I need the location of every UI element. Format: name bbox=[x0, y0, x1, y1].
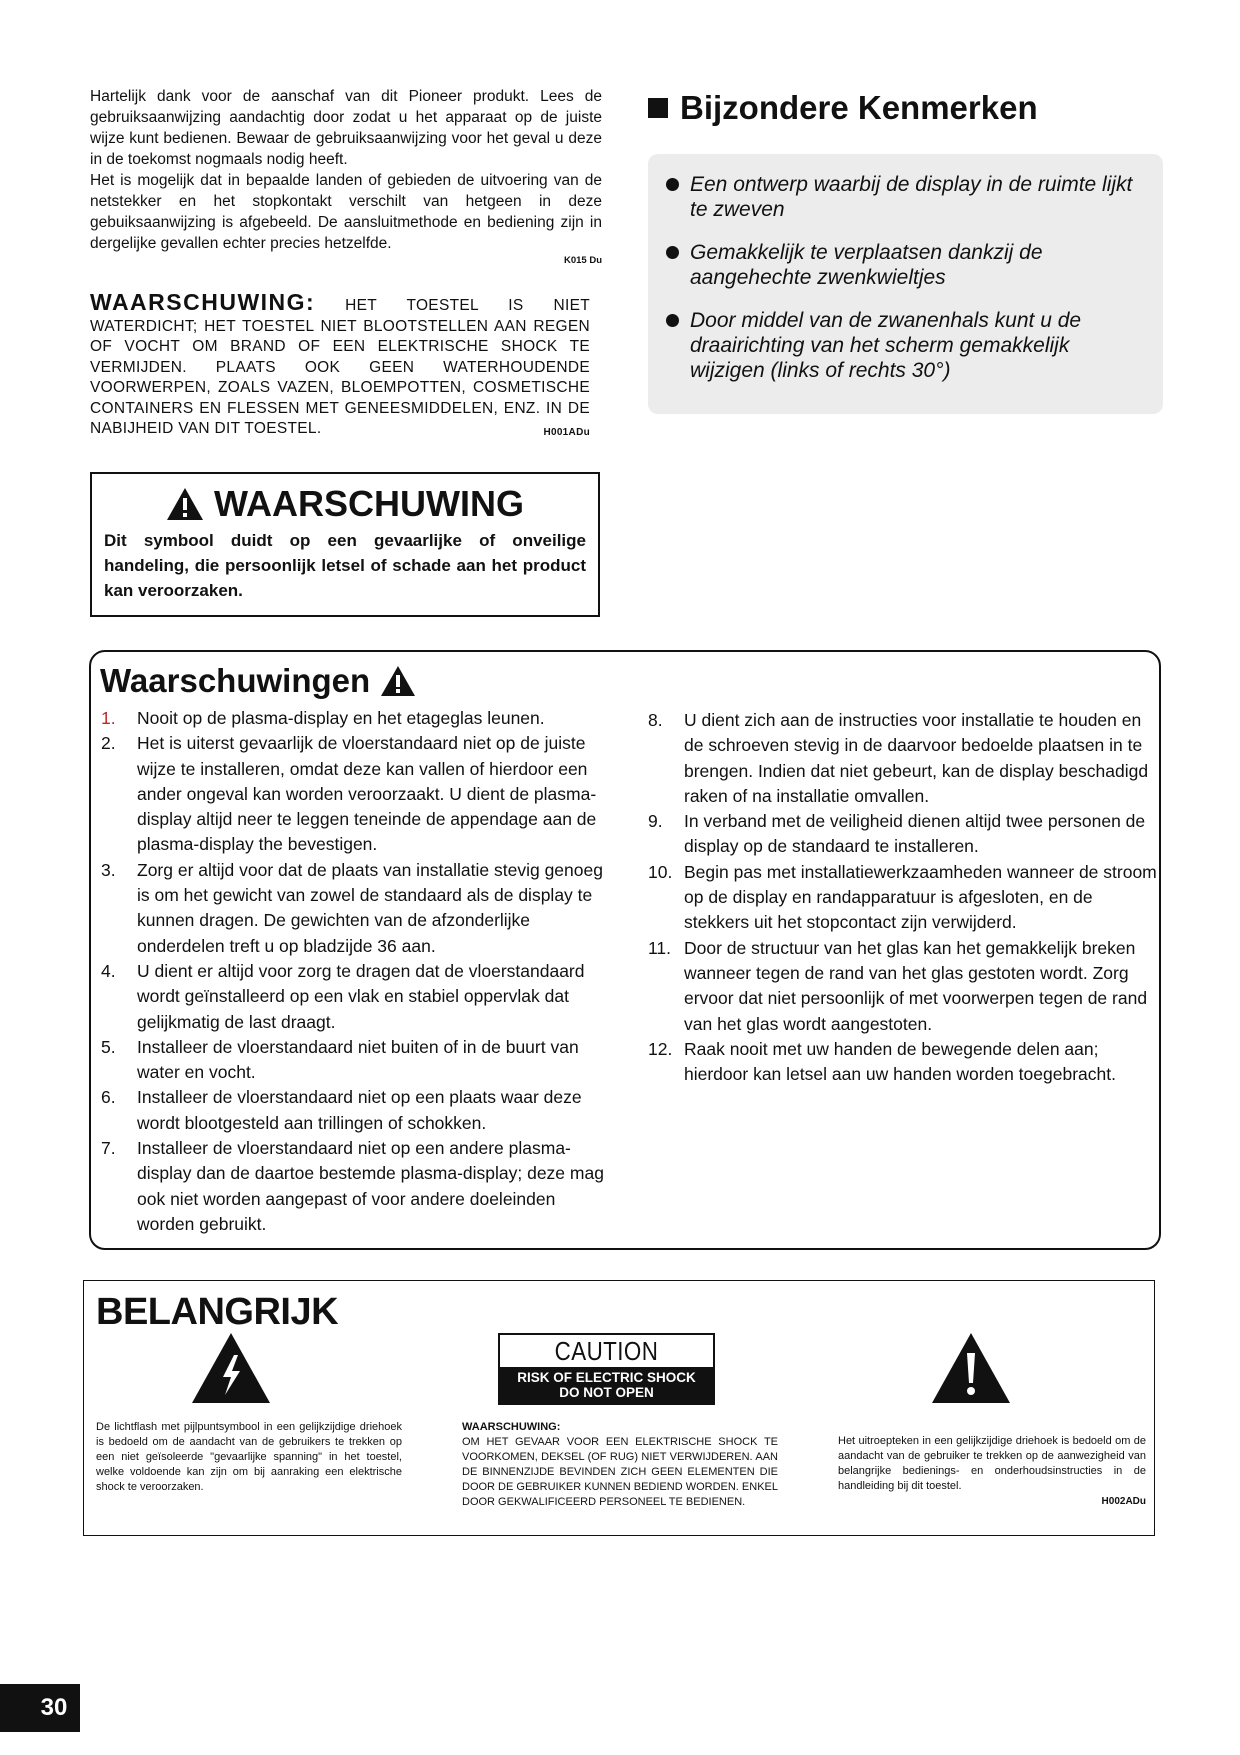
bullet-icon bbox=[666, 246, 679, 259]
belangrijk-mid-text bbox=[462, 1420, 778, 1510]
intro-text bbox=[90, 86, 602, 268]
caps-warning-code: H001ADu bbox=[543, 427, 590, 438]
warning-triangle-icon bbox=[380, 665, 416, 697]
warnings-title bbox=[100, 660, 416, 702]
belangrijk-code: H002ADu bbox=[1101, 1496, 1146, 1507]
square-bullet-icon bbox=[648, 98, 668, 118]
caps-warning-lead: WAARSCHUWING: bbox=[90, 289, 316, 315]
belangrijk-left-text: De lichtflash met pijlpuntsymbool in een gelijkzijdige driehoek is bedoeld om de aandacht van de gebruikers te trekken op een niet geïsoleerde "gevaarlijke spanning" in het toestel, welke voldoende kan zijn om bij aanraking een elektrische shock te veroorzaken. bbox=[96, 1421, 402, 1493]
belangrijk-title: BELANGRIJK bbox=[96, 1291, 339, 1333]
intro-paragraph-2: Het is mogelijk dat in bepaalde landen of gebieden de uitvoering van de netstekker en het stopkontakt verschilt van hetgeen in deze gebuiksaanwijzing is afgebeeld. De aansluitmethode en bediening zijn in dergelijke gevallen echter precies hetzelfde. bbox=[90, 172, 602, 252]
caution-subtitle: RISK OF ELECTRIC SHOCK DO NOT OPEN bbox=[500, 1367, 713, 1403]
warning-box-title: WAARSCHUWING bbox=[214, 483, 524, 524]
belangrijk-mid-label: WAARSCHUWING: bbox=[462, 1421, 561, 1433]
feature-item: Gemakkelijk te verplaatsen dankzij de aangehechte zwenkwieltjes bbox=[662, 240, 1149, 290]
list-item: 7. Installeer de vloerstandaard niet op een andere plasma-display dan de daartoe bestemde plasma-display; deze mag ook niet worden aangepast of voor andere doeleinden worden gebruikt. bbox=[101, 1138, 604, 1234]
feature-item: Een ontwerp waarbij de display in de ruimte lijkt te zweven bbox=[662, 172, 1149, 222]
lightning-triangle-icon bbox=[190, 1331, 272, 1405]
intro-code: K015 Du bbox=[563, 255, 602, 266]
features-list bbox=[662, 172, 1149, 383]
warning-box-body: Dit symbool duidt op een gevaarlijke of onveilige handeling, die persoonlijk letsel of schade aan het product kan veroorzaken. bbox=[104, 531, 586, 600]
belangrijk-right-text bbox=[838, 1434, 1146, 1509]
list-item: 2. Het is uiterst gevaarlijk de vloerstandaard niet op de juiste wijze te installeren, omdat deze kan vallen of hierdoor een ander ongeval kan worden veroorzaakt. U dient de plasma-display altijd neer te leggen teneinde de appendage aan de plasma-display the bevestigen. bbox=[101, 733, 597, 855]
list-item: 8. U dient zich aan de instructies voor installatie te houden en de schroeven stevig in de daarvoor bedoelde plaatsen in te brengen. Indien dat niet gebeurt, kan de display beschadigd raken of na installatie omvallen. bbox=[648, 710, 1149, 806]
belangrijk-right-body: Het uitroepteken in een gelijkzijdige driehoek is bedoeld om de aandacht van de gebruiker te trekken op de aanwezigheid van belangrijke bedienings- en onderhoudsinstructies in de handleiding bij dit toestel. bbox=[838, 1435, 1146, 1492]
list-item: 6. Installeer de vloerstandaard niet op een plaats waar deze wordt blootgesteld aan trillingen of schokken. bbox=[101, 1087, 582, 1133]
bullet-icon bbox=[666, 178, 679, 191]
warning-triangle-icon bbox=[166, 487, 204, 521]
exclamation-triangle-icon bbox=[930, 1331, 1012, 1405]
belangrijk-mid-body: OM HET GEVAAR VOOR EEN ELEKTRISCHE SHOCK TE VOORKOMEN, DEKSEL (OF RUG) NIET VERWIJDEREN. AAN DE BINNENZIJDE BEVINDEN ZICH GEEN ELEMENTEN DIE DOOR DE GEBRUIKER KUNNEN BEDIEND WORDEN. ENKEL DOOR GEKWALIFICEERD PERSONEEL TE BEDIENEN. bbox=[462, 1436, 778, 1508]
list-item: 3. Zorg er altijd voor dat de plaats van installatie stevig genoeg is om het gewicht van zowel de standaard als de display te kunnen dragen. De gewichten van de afzonderlijke onderdelen treft u op bladzijde 36 aan. bbox=[101, 859, 603, 956]
list-item: 1. Nooit op de plasma-display en het etageglas leunen. bbox=[101, 708, 545, 728]
caution-title: CAUTION bbox=[554, 1336, 659, 1366]
warning-box bbox=[90, 472, 600, 617]
features-box bbox=[648, 154, 1163, 414]
list-item: 10. Begin pas met installatiewerkzaamheden wanneer de stroom op de display en randapparatuur is afgesloten, en de stekkers uit het stopcontact zijn verwijderd. bbox=[648, 861, 1157, 933]
list-item: 11. Door de structuur van het glas kan het gemakkelijk breken wanneer tegen de rand van het glas gestoten wordt. Zorg ervoor dat niet persoonlijk of met voorwerpen tegen de rand van het glas wordt aangestoten. bbox=[648, 937, 1148, 1034]
list-item: 9. In verband met de veiligheid dienen altijd twee personen de display op de standaard te installeren. bbox=[648, 811, 1146, 857]
bullet-icon bbox=[666, 314, 679, 327]
warnings-list-right bbox=[648, 708, 1158, 1087]
list-item: 5. Installeer de vloerstandaard niet buiten of in de buurt van water en vocht. bbox=[101, 1036, 579, 1083]
caps-warning bbox=[90, 289, 590, 444]
warnings-list-left bbox=[101, 706, 606, 1237]
warnings-title-text: Waarschuwingen bbox=[100, 662, 371, 699]
caution-label bbox=[498, 1333, 715, 1405]
page-number: 30 bbox=[0, 1684, 80, 1732]
feature-item: Door middel van de zwanenhals kunt u de draairichting van het scherm gemakkelijk wijzigen (links of rechts 30°) bbox=[662, 308, 1149, 383]
features-title bbox=[648, 88, 1038, 128]
features-title-text: Bijzondere Kenmerken bbox=[680, 89, 1038, 126]
intro-paragraph-1: Hartelijk dank voor de aanschaf van dit Pioneer produkt. Lees de gebruiksaanwijzing aandachtig door zodat u het apparaat op de juiste wijze kunt bedienen. Bewaar de gebruiksaanwijzing voor het geval u deze in de toekomst nogmaals nodig heeft. bbox=[90, 88, 602, 168]
caps-warning-text: HET TOESTEL IS NIET WATERDICHT; HET TOESTEL NIET BLOOTSTELLEN AAN REGEN OF VOCHT OM BRAND OF EEN ELEKTRISCHE SHOCK TE VERMIJDEN. PLAATS OOK GEEN WATERHOUDENDE VOORWERPEN, ZOALS VAZEN, BLOEMPOTTEN, COSMETISCHE CONTAINERS EN FLESSEN MET GENEESMIDDELEN, ENZ. IN DE NABIJHEID VAN DIT TOESTEL. bbox=[90, 297, 590, 437]
list-item: 12. Raak nooit met uw handen de bewegende delen aan; hierdoor kan letsel aan uw handen worden toegebracht. bbox=[648, 1038, 1116, 1085]
warning-box-header bbox=[104, 484, 586, 524]
list-item: 4. U dient er altijd voor zorg te dragen dat de vloerstandaard wordt geïnstalleerd op een vlak en stabiel oppervlak dat gelijkmatig de last draagt. bbox=[101, 960, 585, 1032]
